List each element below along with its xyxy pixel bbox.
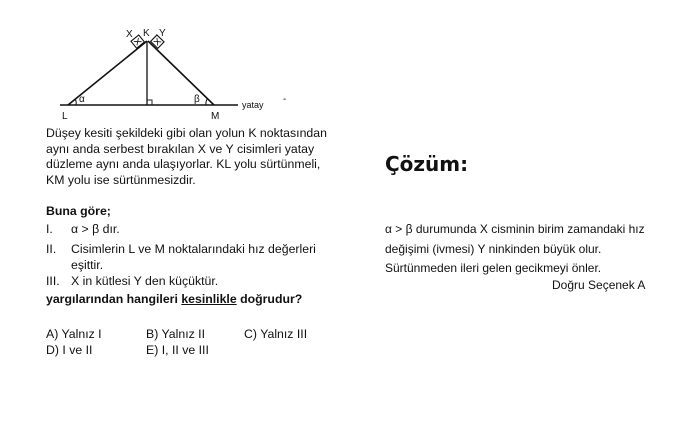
statement-number: II. xyxy=(46,242,57,256)
question-stem: Düşey kesiti şekildeki gibi olan yolun K noktasından aynı anda serbest bırakılan X ve Y cisimleri yatay düzleme aynı anda ulaşıyorlar. KL yolu sürtünmeli, KM yolu ise sürtünmesizdir. xyxy=(46,126,327,187)
option-text: Yalnız I xyxy=(61,327,102,341)
label-K: K xyxy=(143,28,150,39)
label-Y: Y xyxy=(159,28,166,39)
statement-number: I. xyxy=(46,222,53,236)
option-a[interactable] xyxy=(46,327,102,342)
statement-number: III. xyxy=(46,274,60,288)
option-d[interactable] xyxy=(46,343,92,358)
option-letter: C) xyxy=(244,327,257,341)
solution-body: α > β durumunda X cisminin birim zamandaki hız değişimi (ivmesi) Y ninkinden büyük olur. Sürtünmeden ileri gelen gecikmeyi önler. xyxy=(385,222,645,275)
label-X: X xyxy=(126,29,133,40)
option-c[interactable] xyxy=(244,327,307,342)
beta-arc xyxy=(206,99,208,106)
option-text: Yalnız III xyxy=(260,327,308,341)
label-dash: - xyxy=(283,94,287,105)
solution-title: Çözüm: xyxy=(385,152,469,176)
label-M: M xyxy=(211,111,220,122)
label-alpha: α xyxy=(79,94,85,105)
option-letter: E) xyxy=(146,343,159,357)
option-b[interactable] xyxy=(146,327,205,342)
incline-KM xyxy=(148,41,214,105)
question-prompt-post: doğrudur? xyxy=(240,292,303,306)
statement-text: α > β dır. xyxy=(71,222,120,236)
option-letter: D) xyxy=(46,343,59,357)
question-prompt-pre: yargılarından hangileri xyxy=(46,292,178,306)
option-text: I ve II xyxy=(62,343,93,357)
option-e[interactable] xyxy=(146,343,209,358)
label-L: L xyxy=(62,111,68,122)
option-text: Yalnız II xyxy=(161,327,206,341)
alpha-arc xyxy=(76,100,77,106)
label-yatay: yatay xyxy=(242,100,264,110)
inclined-planes-diagram xyxy=(50,18,300,126)
question-prompt-emphasis: kesinlikle xyxy=(181,292,237,306)
statement-text: Cisimlerin L ve M noktalarındaki hız değerleri eşittir. xyxy=(71,242,316,272)
question-prompt xyxy=(46,292,336,308)
label-beta: β xyxy=(194,94,200,105)
option-letter: B) xyxy=(146,327,159,341)
option-letter: A) xyxy=(46,327,59,341)
solution-answer: Doğru Seçenek A xyxy=(552,278,646,292)
question-buna-gore: Buna göre; xyxy=(46,204,111,218)
statement-text: X in kütlesi Y den küçüktür. xyxy=(71,274,219,288)
option-text: I, II ve III xyxy=(161,343,209,357)
